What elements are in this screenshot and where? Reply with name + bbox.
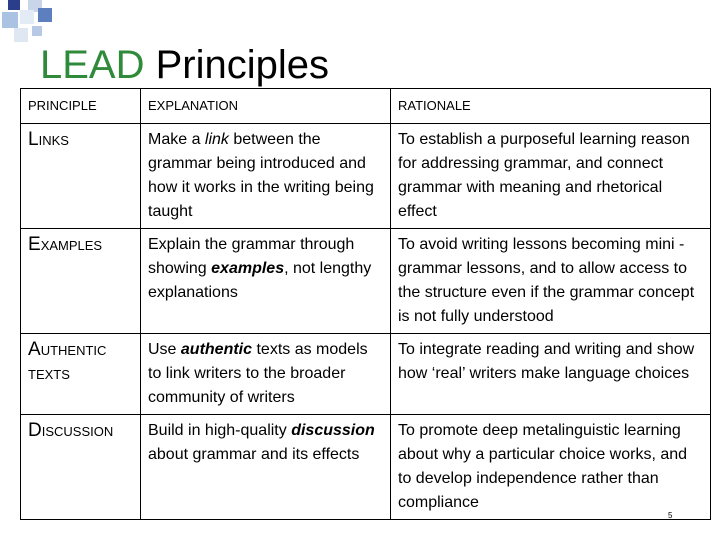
explanation-text: Make a: [148, 131, 205, 148]
explanation-text: about grammar and its effects: [148, 446, 360, 463]
principle-initial: E: [28, 234, 41, 255]
explanation-text: between the grammar being introduced and how it works in the writing being taught: [148, 131, 374, 220]
rationale-cell: To promote deep metalinguistic learning about why a particular choice works, and to develop independence rather than compliance: [391, 415, 711, 520]
explanation-text: Use: [148, 341, 181, 358]
explanation-cell: [141, 124, 391, 229]
principle-initial: D: [28, 420, 42, 441]
table-row: [21, 415, 711, 520]
explanation-cell: [141, 229, 391, 334]
principle-cell: [21, 334, 141, 415]
principle-rest: XAMPLES: [40, 238, 103, 253]
square-shape: [8, 0, 20, 10]
table-row: [21, 334, 711, 415]
explanation-cell: [141, 334, 391, 415]
title-lead-word: LEAD: [40, 43, 145, 87]
explanation-emphasis: authentic: [180, 341, 253, 358]
header-rationale: RATIONALE: [391, 89, 711, 124]
square-shape: [38, 8, 52, 22]
principle-rest: ISCUSSION: [41, 424, 114, 439]
explanation-text: , not lengthy explanations: [148, 260, 372, 301]
square-shape: [20, 10, 34, 24]
square-shape: [14, 28, 28, 42]
header-explanation: EXPLANATION: [141, 89, 391, 124]
rationale-cell: To integrate reading and writing and show how ‘real’ writers make language choices: [391, 334, 711, 415]
explanation-emphasis: link: [204, 131, 229, 148]
table-header-row: [21, 89, 711, 124]
title-rest: Principles: [144, 43, 330, 87]
principle-rest: INKS: [38, 133, 69, 148]
rationale-cell: To establish a purposeful learning reason for addressing grammar, and connect grammar with meaning and rhetorical effect: [391, 124, 711, 229]
principle-cell: [21, 124, 141, 229]
slide-title: [40, 42, 329, 88]
page-number: 5: [668, 511, 673, 520]
header-principle: PRINCIPLE: [21, 89, 141, 124]
principle-cell: [21, 229, 141, 334]
lead-principles-table: [20, 88, 711, 520]
table-row: [21, 229, 711, 334]
table-row: [21, 124, 711, 229]
explanation-emphasis: discussion: [291, 422, 375, 439]
explanation-text: texts as models to link writers to the broader community of writers: [148, 341, 368, 406]
explanation-cell: [141, 415, 391, 520]
square-shape: [32, 26, 42, 36]
explanation-emphasis: examples: [211, 260, 285, 277]
principle-cell: [21, 415, 141, 520]
principle-initial: L: [28, 129, 39, 150]
principle-rest-line2: TEXTS: [28, 367, 70, 382]
principle-initial: A: [28, 339, 41, 360]
square-shape: [2, 12, 18, 28]
explanation-text: Explain the grammar through showing: [148, 236, 355, 277]
explanation-text: Build in high-quality: [148, 422, 292, 439]
principle-rest: UTHENTIC: [40, 343, 107, 358]
rationale-cell: To avoid writing lessons becoming mini -grammar lessons, and to allow access to the structure even if the grammar concept is not fully understood: [391, 229, 711, 334]
